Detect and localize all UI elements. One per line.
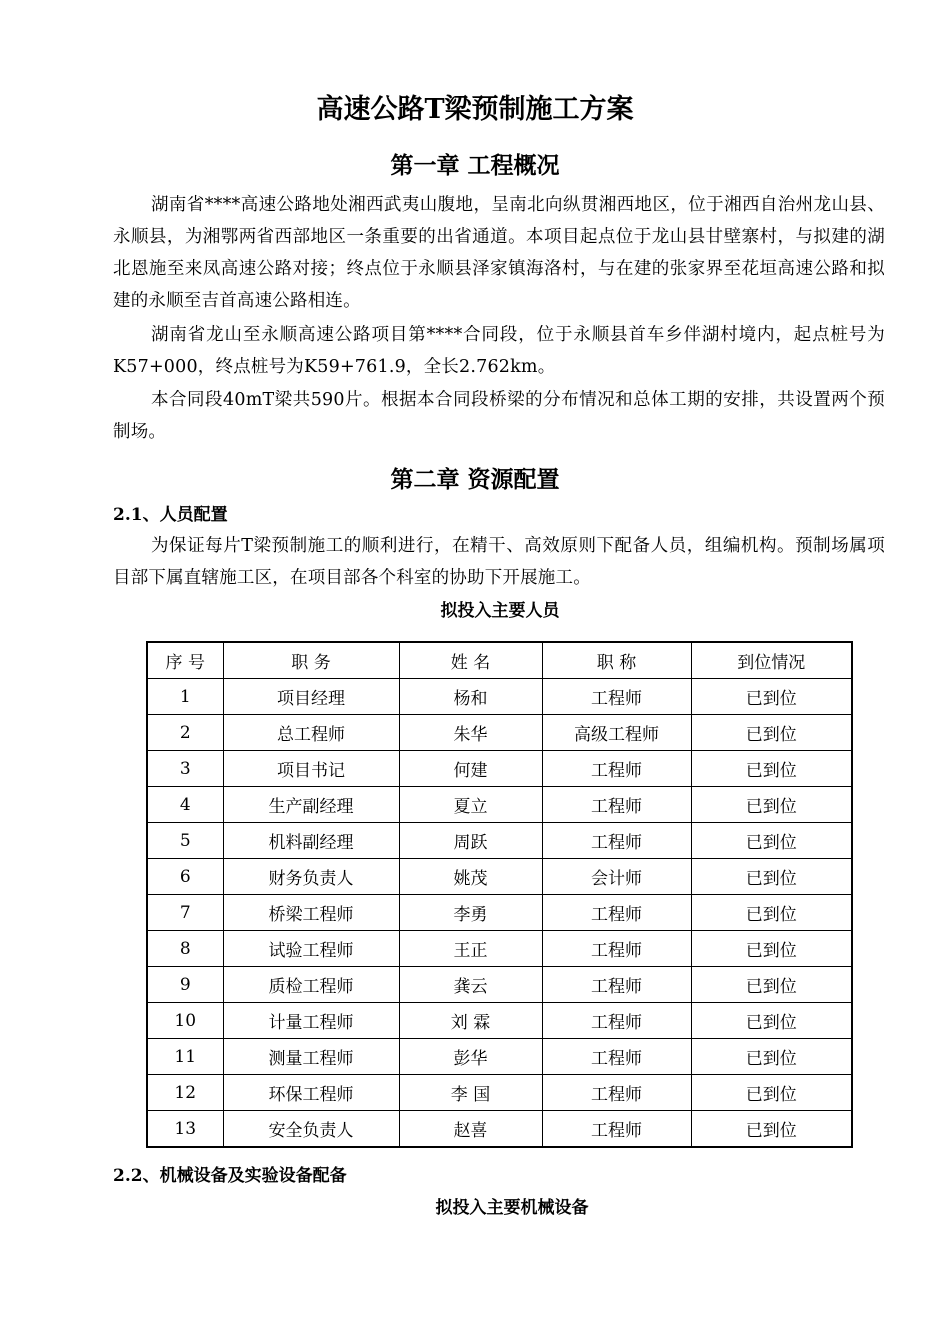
table-row [147,895,852,931]
cell-position: 项目书记 [223,751,399,787]
cell-name: 王正 [399,931,542,967]
cell-number: 13 [147,1111,223,1148]
chapter-1-paragraph-1: 湖南省****高速公路地处湘西武夷山腹地，呈南北向纵贯湘西地区，位于湘西自治州龙山县、永顺县，为湘鄂两省西部地区一条重要的出省通道。本项目起点位于龙山县甘壁寨村，与拟建的湖北恩施至来凤高速公路对接；终点位于永顺县泽家镇海洛村，与在建的张家界至花垣高速公路和拟建的永顺至吉首高速公路相连。 [113,195,885,311]
table-row [147,931,852,967]
cell-status: 已到位 [691,931,852,967]
cell-number: 9 [147,967,223,1003]
table-row [147,1075,852,1111]
column-header-title: 职 称 [542,642,691,679]
cell-title: 工程师 [542,751,691,787]
cell-position: 测量工程师 [223,1039,399,1075]
table-header-row [147,642,852,679]
cell-status: 已到位 [691,967,852,1003]
cell-position: 质检工程师 [223,967,399,1003]
cell-number: 12 [147,1075,223,1111]
cell-number: 4 [147,787,223,823]
table-row [147,787,852,823]
cell-title: 工程师 [542,1111,691,1148]
cell-title: 工程师 [542,787,691,823]
cell-name: 何建 [399,751,542,787]
cell-number: 7 [147,895,223,931]
table-row [147,1039,852,1075]
cell-name: 彭华 [399,1039,542,1075]
cell-status: 已到位 [691,715,852,751]
table-row [147,823,852,859]
cell-name: 刘 霖 [399,1003,542,1039]
cell-status: 已到位 [691,1111,852,1148]
table-row [147,1111,852,1148]
cell-title: 工程师 [542,895,691,931]
cell-position: 试验工程师 [223,931,399,967]
cell-name: 龚云 [399,967,542,1003]
equipment-table-caption: 拟投入主要机械设备 [435,1198,589,1218]
cell-number: 8 [147,931,223,967]
staff-table [146,641,853,1148]
cell-number: 11 [147,1039,223,1075]
cell-position: 财务负责人 [223,859,399,895]
cell-position: 机料副经理 [223,823,399,859]
cell-name: 李勇 [399,895,542,931]
cell-status: 已到位 [691,895,852,931]
cell-number: 3 [147,751,223,787]
table-row [147,751,852,787]
cell-status: 已到位 [691,787,852,823]
cell-status: 已到位 [691,1003,852,1039]
section-2-1-heading: 2.1、人员配置 [113,505,228,525]
cell-number: 6 [147,859,223,895]
cell-position: 桥梁工程师 [223,895,399,931]
cell-number: 10 [147,1003,223,1039]
cell-status: 已到位 [691,859,852,895]
chapter-1-title: 第一章 工程概况 [390,152,560,179]
table-row [147,859,852,895]
cell-position: 生产副经理 [223,787,399,823]
cell-position: 安全负责人 [223,1111,399,1148]
section-2-1-paragraph: 为保证每片T梁预制施工的顺利进行，在精干、高效原则下配备人员，组编机构。预制场属项目部下属直辖施工区，在项目部各个科室的协助下开展施工。 [113,536,885,588]
cell-name: 姚茂 [399,859,542,895]
cell-status: 已到位 [691,1075,852,1111]
cell-position: 环保工程师 [223,1075,399,1111]
cell-number: 2 [147,715,223,751]
cell-name: 赵喜 [399,1111,542,1148]
cell-name: 朱华 [399,715,542,751]
staff-table-caption: 拟投入主要人员 [440,601,560,621]
cell-status: 已到位 [691,823,852,859]
table-row [147,967,852,1003]
cell-name: 周跃 [399,823,542,859]
cell-name: 杨和 [399,679,542,715]
column-header-status: 到位情况 [691,642,852,679]
table-row [147,679,852,715]
cell-position: 总工程师 [223,715,399,751]
column-header-position: 职 务 [223,642,399,679]
cell-title: 工程师 [542,931,691,967]
cell-title: 工程师 [542,1003,691,1039]
chapter-2-title: 第二章 资源配置 [390,466,560,493]
cell-title: 工程师 [542,1075,691,1111]
cell-number: 5 [147,823,223,859]
cell-position: 项目经理 [223,679,399,715]
table-row [147,715,852,751]
column-header-name: 姓 名 [399,642,542,679]
chapter-1-paragraph-3: 本合同段40mT梁共590片。根据本合同段桥梁的分布情况和总体工期的安排，共设置两个预制场。 [113,390,885,442]
chapter-1-paragraph-2: 湖南省龙山至永顺高速公路项目第****合同段，位于永顺县首车乡伴湖村境内，起点桩号为K57+000，终点桩号为K59+761.9，全长2.762km。 [113,325,885,377]
cell-status: 已到位 [691,679,852,715]
cell-position: 计量工程师 [223,1003,399,1039]
staff-table-body [147,679,852,1148]
cell-title: 工程师 [542,967,691,1003]
cell-title: 工程师 [542,679,691,715]
cell-title: 工程师 [542,823,691,859]
table-row [147,1003,852,1039]
cell-title: 会计师 [542,859,691,895]
cell-name: 李 国 [399,1075,542,1111]
cell-number: 1 [147,679,223,715]
cell-status: 已到位 [691,751,852,787]
cell-name: 夏立 [399,787,542,823]
cell-title: 工程师 [542,1039,691,1075]
cell-status: 已到位 [691,1039,852,1075]
column-header-number: 序 号 [147,642,223,679]
document-title: 高速公路T梁预制施工方案 [316,94,634,125]
section-2-2-heading: 2.2、机械设备及实验设备配备 [113,1166,347,1186]
cell-title: 高级工程师 [542,715,691,751]
